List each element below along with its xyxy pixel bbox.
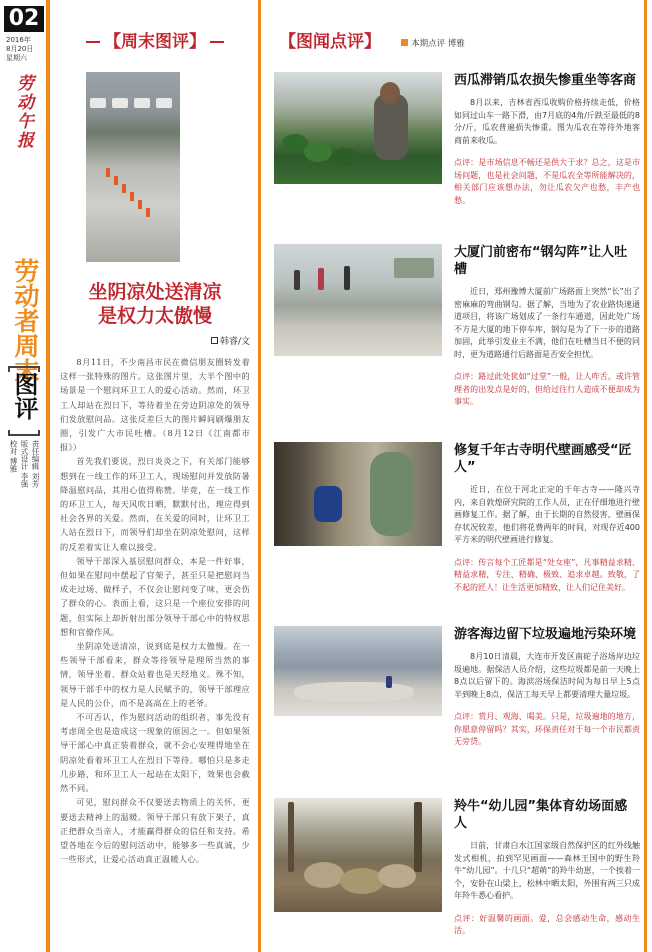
middle-orange-rule xyxy=(258,0,261,952)
photo-car xyxy=(90,98,106,108)
picture-item-comment: 点评：传言每个工匠都是“处女座”，凡事精益求精、精益求精，专注、精确、极致、追求卓越。致敬，了不起的匠人！让生活更加精致，让人们记住美好。 xyxy=(454,557,640,592)
mural-restoration-photo xyxy=(274,442,442,546)
picture-item-description: 日前，甘肃白水江国家级自然保护区的红外线触发式相机，拍到罕见画面——森林王国中的野生羚牛“幼儿园”。十几只“超萌”的羚牛幼崽，一个挨着一个，安卧在山梁上，松林中晒太阳，外围有两三只成年羚牛悉心看护。 xyxy=(454,841,640,900)
byline-text: 韩睿/文 xyxy=(219,337,250,347)
photo-litter xyxy=(294,682,414,702)
weekend-byline xyxy=(60,334,250,347)
photo-pedestrian xyxy=(318,268,324,290)
date-day: 8月20日 xyxy=(6,45,34,53)
byline-box-icon xyxy=(211,337,218,344)
photo-cleaner xyxy=(386,676,392,688)
photo-pedestrian xyxy=(344,266,350,290)
orange-square-icon xyxy=(401,39,408,46)
picture-item-title: 羚牛“幼儿园”集体育幼场面感人 xyxy=(454,799,628,831)
pictures-section-title-wrap: 【图闻点评】 xyxy=(279,32,381,52)
steel-hooks-photo xyxy=(274,244,442,356)
sanitation-workers-photo xyxy=(86,72,180,262)
picture-item-watermelon xyxy=(274,72,640,247)
photo-shrubs xyxy=(394,258,434,278)
article-paragraph: 8月11日，不少南昌市民在微信朋友圈转发着这样一张特殊的图片。这张图片里，大半个图中的场景是一个慰问环卫工人的爱心活动。然而，环卫工人却站在烈日下，等待着坐在旁边阴凉处的领导们发放慰问品。这张反差巨大的图片瞬间刷爆朋友圈，引发广大市民吐槽。（8月12日《江南都市报》） xyxy=(60,357,250,453)
article-paragraph: 可见，慰问群众不仅要送去物质上的关怀，更要送去精神上的温暖。领导干部只有放下架子，真正把群众当亲人，才能赢得群众的信任和支持。希望各地在今后的慰问活动中，能够多一些真诚，少一些形式，让爱心活动真正温暖人心。 xyxy=(60,797,250,865)
picture-item-title: 大厦门前密布“钢勾阵”让人吐槽 xyxy=(454,245,628,277)
picture-item-description: 8月以来，吉林省西瓜收购价格持续走低，价格如同过山车一路下滑，由7月底的4角/斤跌至最低的8分/斤，瓜农普遍损失惨重。图为瓜农在等待外地客商前来收瓜。 xyxy=(454,98,640,145)
column-name: 图评 xyxy=(10,372,38,420)
photo-tree xyxy=(288,802,294,872)
weekend-section-title: 周末图评 xyxy=(121,32,189,52)
picture-item-comment: 点评：是市场信息不畅还是供大于求？总之，这是市场问题，也是社会问题，不是瓜农全等所能解决的，相关部门应该想办法，勿让瓜农欠产也愁，丰产也愁。 xyxy=(454,158,640,205)
article-paragraph: 首先我们要说，烈日炎炎之下，有关部门能够想到在一线工作的环卫工人，现场慰问并发放防暑降温慰问品，其用心值得称赞。毕竟，在一线工作的环卫工人，每天风吹日晒，默默付出，理应得到社会各界的关爱。然而，在关爱的同时，让环卫工人站在烈日下，而领导们却坐在阴凉处慰问，这样的反差着实让人难以接受。 xyxy=(60,456,250,552)
weekend-headline-line1: 坐阴凉处送清凉 xyxy=(88,281,222,303)
credit-editor: 责任编辑 刘芳 xyxy=(31,440,40,488)
editor-credits xyxy=(7,440,41,520)
photo-pedestrian xyxy=(294,270,300,290)
weekend-section-header: 【周末图评】 xyxy=(60,28,250,56)
photo-tree xyxy=(414,802,422,872)
photo-worker xyxy=(146,208,150,217)
photo-mural-figure xyxy=(370,452,414,536)
page-number: 02 xyxy=(4,6,44,32)
article-paragraph: 坐阴凉处送清凉，说到底是权力太傲慢。在一些领导干部看来，群众等待领导是理所当然的事情，领导坐着、群众站着也是天经地义。殊不知，领导干部手中的权力是人民赋予的，领导干部理应是人民的公仆，而不是高高在上的老爷。 xyxy=(60,641,250,708)
photo-car xyxy=(112,98,128,108)
photo-worker xyxy=(114,176,118,185)
credit-proofreader: 校对 博雅 xyxy=(9,440,18,473)
picture-item-beach-litter xyxy=(274,626,640,801)
host-text: 本期点评 博雅 xyxy=(411,38,465,49)
masthead-strip xyxy=(0,0,46,952)
picture-item-title: 游客海边留下垃圾遍地污染环境 xyxy=(454,627,637,642)
photo-restorer xyxy=(314,486,342,522)
photo-takin xyxy=(340,868,384,894)
takin-nursery-photo xyxy=(274,798,442,912)
photo-farmer-head xyxy=(380,82,400,104)
photo-worker xyxy=(106,168,110,177)
picture-item-mural xyxy=(274,442,640,617)
header-rule-left xyxy=(86,41,100,43)
picture-item-takin xyxy=(274,798,640,952)
issue-date xyxy=(6,36,44,63)
date-year: 2016年 xyxy=(6,36,31,44)
picture-item-text xyxy=(454,798,640,938)
bracket-bottom xyxy=(8,430,40,436)
picture-item-text xyxy=(454,244,640,409)
photo-melon xyxy=(304,142,332,162)
picture-item-text xyxy=(454,72,640,207)
left-orange-rule xyxy=(46,0,50,952)
photo-melon xyxy=(332,148,358,166)
photo-takin xyxy=(378,864,416,888)
picture-item-comment: 点评：路过此处犹如“过堂”一般，让人咋舌。或许管理者的出发点是好的，但给过往行人造成不便却成为事实。 xyxy=(454,372,640,406)
picture-item-description: 近日，在位于河北正定的千年古寺——隆兴寺内，来自敦煌研究院的工作人员，正在仔细地进行壁画修复工作。据了解，由于长期的自然侵害，壁画保存状况较差，他们将花费两年的时间，对现存近400平方米的明代壁画进行修复。 xyxy=(454,485,640,544)
column-name-box xyxy=(8,366,40,436)
picture-item-text xyxy=(454,442,640,594)
watermelon-farmer-photo xyxy=(274,72,442,184)
picture-item-description: 近日，郑州豫博大厦前广场路面上突然“长”出了密麻麻的弯曲钢勾。据了解，当地为了农业路快速通道项目，将该广场划成了一条行车通道，因此处广场不方是大厦的地下停车库，钢勾是为了下一步的道路加固，此举引发业主不满，他们在吐槽当日不便的同时，更为道路通行后路面是否安全担忧。 xyxy=(454,287,640,359)
picture-item-comment: 点评：赏月、观海、喝美。只是，垃圾遍地的地方，你愿意停留吗？其实，环保责任对于每一个市民都责无旁贷。 xyxy=(454,712,640,746)
weekend-article-body xyxy=(60,355,250,866)
picture-item-description: 8月10日清晨，大连市开发区南砣子浴场岸边垃圾遍地。据保洁人员介绍，这些垃圾都是前一天晚上8点以后留下的。海滨浴场保洁时间为每日早上5点半到晚上8点，保洁工每天早上都要清理大量垃圾。 xyxy=(454,652,640,699)
right-orange-rule xyxy=(644,0,647,952)
article-paragraph: 不可否认，作为慰问活动的组织者，事先没有考虑周全也是造成这一现象的原因之一。但如果领导干部心中真正装着群众，就不会心安理得地坐在阴凉处看着环卫工人在烈日下等待。哪怕只是多走几步路，和环卫工人一起站在太阳下，效果也会截然不同。 xyxy=(60,712,250,794)
section-host xyxy=(401,37,465,49)
photo-worker xyxy=(138,200,142,209)
header-rule-right xyxy=(210,41,224,43)
newspaper-logo: 劳动午报 xyxy=(13,74,33,150)
picture-item-title: 修复千年古寺明代壁画感受“匠人” xyxy=(454,443,632,475)
date-weekday: 星期六 xyxy=(6,54,27,62)
pictures-section-header xyxy=(270,28,640,56)
photo-car xyxy=(134,98,150,108)
credit-designer: 版式设计 李强 xyxy=(20,440,29,488)
weekend-headline-line2: 是权力太傲慢 xyxy=(97,305,212,327)
photo-worker xyxy=(122,184,126,193)
beach-litter-photo xyxy=(274,626,442,716)
article-paragraph: 领导干部深入基层慰问群众，本是一件好事，但如果在慰问中摆起了官架子，甚至只是把慰问当成走过场、做样子，不仅会让慰问变了味，更会伤了群众的心。表面上看，这只是一个座位安排的问题，但实际上却折射出部分领导干部心中的特权思想和官僚作风。 xyxy=(60,555,250,637)
weekend-label: 劳动者周末 xyxy=(11,258,40,383)
pictures-section-title: 图闻点评 xyxy=(296,32,364,52)
picture-item-steel-hooks xyxy=(274,244,640,419)
photo-takin xyxy=(304,862,344,888)
picture-item-title: 西瓜滞销瓜农损失惨重坐等客商 xyxy=(454,73,637,88)
picture-item-comment: 点评：好温馨的画面。爱，总会感动生命，感动生活。 xyxy=(454,913,640,935)
picture-item-text xyxy=(454,626,640,749)
weekend-column xyxy=(60,28,250,866)
photo-worker xyxy=(130,192,134,201)
photo-car xyxy=(156,98,172,108)
